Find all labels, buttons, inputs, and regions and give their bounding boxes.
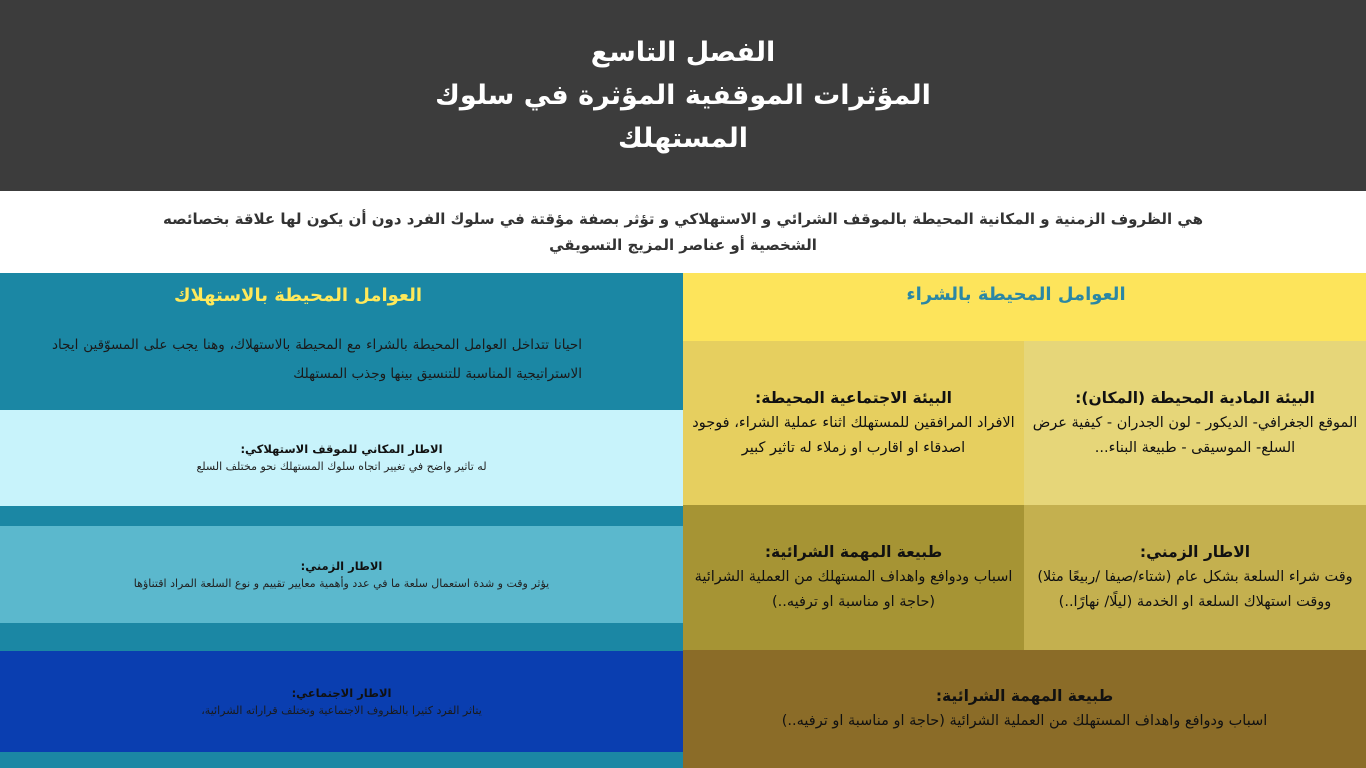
- place-context-text: له تاثير واضح في تغيير اتجاه سلوك المستهلك نحو مختلف السلع: [196, 460, 487, 473]
- consumption-factors-title: العوامل المحيطة بالاستهلاك: [173, 285, 423, 306]
- definition-section: [0, 191, 1366, 273]
- purchase-task-wide-cell: [683, 650, 1366, 768]
- purchase-task-text: اسباب ودوافع واهداف المستهلك من العملية الشرائية (حاجة او مناسبة او ترفيه..): [694, 569, 1013, 610]
- purchase-time-cell: [1024, 505, 1366, 650]
- chapter-subtitle-line1: المؤثرات الموقفية المؤثرة في سلوك: [435, 80, 931, 111]
- chapter-title: الفصل التاسع: [590, 37, 776, 68]
- divider-band: [0, 623, 683, 651]
- time-context-text: يؤثر وقت و شدة استعمال سلعة ما في عدد وأهمية معايير تقييم و نوع السلعة المراد اقتناؤها: [133, 576, 550, 590]
- divider-band: [0, 506, 683, 526]
- place-context-box: [0, 410, 683, 506]
- chapter-subtitle-line2: المستهلك: [618, 123, 748, 154]
- social-environment-text: الافراد المرافقين للمستهلك اثناء عملية الشراء، فوجود اصدقاء او اقارب او زملاء له تاثير كبير: [692, 414, 1015, 456]
- social-context-text: يتاثر الفرد كثيرا بالظروف الاجتماعية وتختلف قراراته الشرائية،: [201, 703, 482, 717]
- time-context-box: [0, 526, 683, 623]
- purchase-task-wide-title: طبيعة المهمة الشرائية:: [935, 687, 1114, 705]
- purchase-task-title: طبيعة المهمة الشرائية:: [764, 543, 943, 561]
- consumption-factors-description: احيانا تتداخل العوامل المحيطة بالشراء مع المحيطة بالاستهلاك، وهنا يجب على المسوّقين ايجاد الاستراتيجية المناسبة للتنسيق بينها وجذب المستهلك: [52, 337, 582, 382]
- physical-environment-text: الموقع الجغرافي- الديكور - لون الجدران - كيفية عرض السلع- الموسيقى - طبيعة البناء...: [1032, 414, 1358, 456]
- consumption-factors-header: [0, 273, 683, 410]
- purchase-factors-header: [683, 273, 1366, 341]
- title-banner: [0, 0, 1366, 191]
- physical-environment-title: البيئة المادية المحيطة (المكان):: [1075, 388, 1315, 407]
- time-context-title: الاطار الزمني:: [300, 558, 383, 573]
- social-environment-cell: [683, 341, 1024, 505]
- purchase-task-cell: [683, 505, 1024, 650]
- place-context-title: الاطار المكاني للموقف الاستهلاكي:: [240, 442, 443, 456]
- social-environment-title: البيئة الاجتماعية المحيطة:: [755, 388, 952, 407]
- purchase-task-wide-text: اسباب ودوافع واهداف المستهلك من العملية الشرائية (حاجة او مناسبة او ترفيه..): [781, 713, 1268, 729]
- social-context-box: [0, 651, 683, 752]
- social-context-title: الاطار الاجتماعي:: [291, 685, 392, 700]
- purchase-time-text: وقت شراء السلعة بشكل عام (شتاء/صيفا /ربيعًا مثلا) ووقت استهلاك السلعة او الخدمة (ليلًا/ نهارًا..): [1037, 569, 1353, 610]
- physical-environment-cell: [1024, 341, 1366, 505]
- purchase-factors-title: العوامل المحيطة بالشراء: [906, 284, 1126, 305]
- divider-band: [0, 752, 683, 768]
- purchase-time-title: الاطار الزمني:: [1139, 543, 1251, 561]
- definition-text: هي الظروف الزمنية و المكانية المحيطة بالموقف الشرائي و الاستهلاكي و تؤثر بصفة مؤقتة في سلوك الفرد دون أن يكون لها علاقة بخصائصه الشخصية أو عناصر المزيج التسويقي: [163, 210, 1203, 254]
